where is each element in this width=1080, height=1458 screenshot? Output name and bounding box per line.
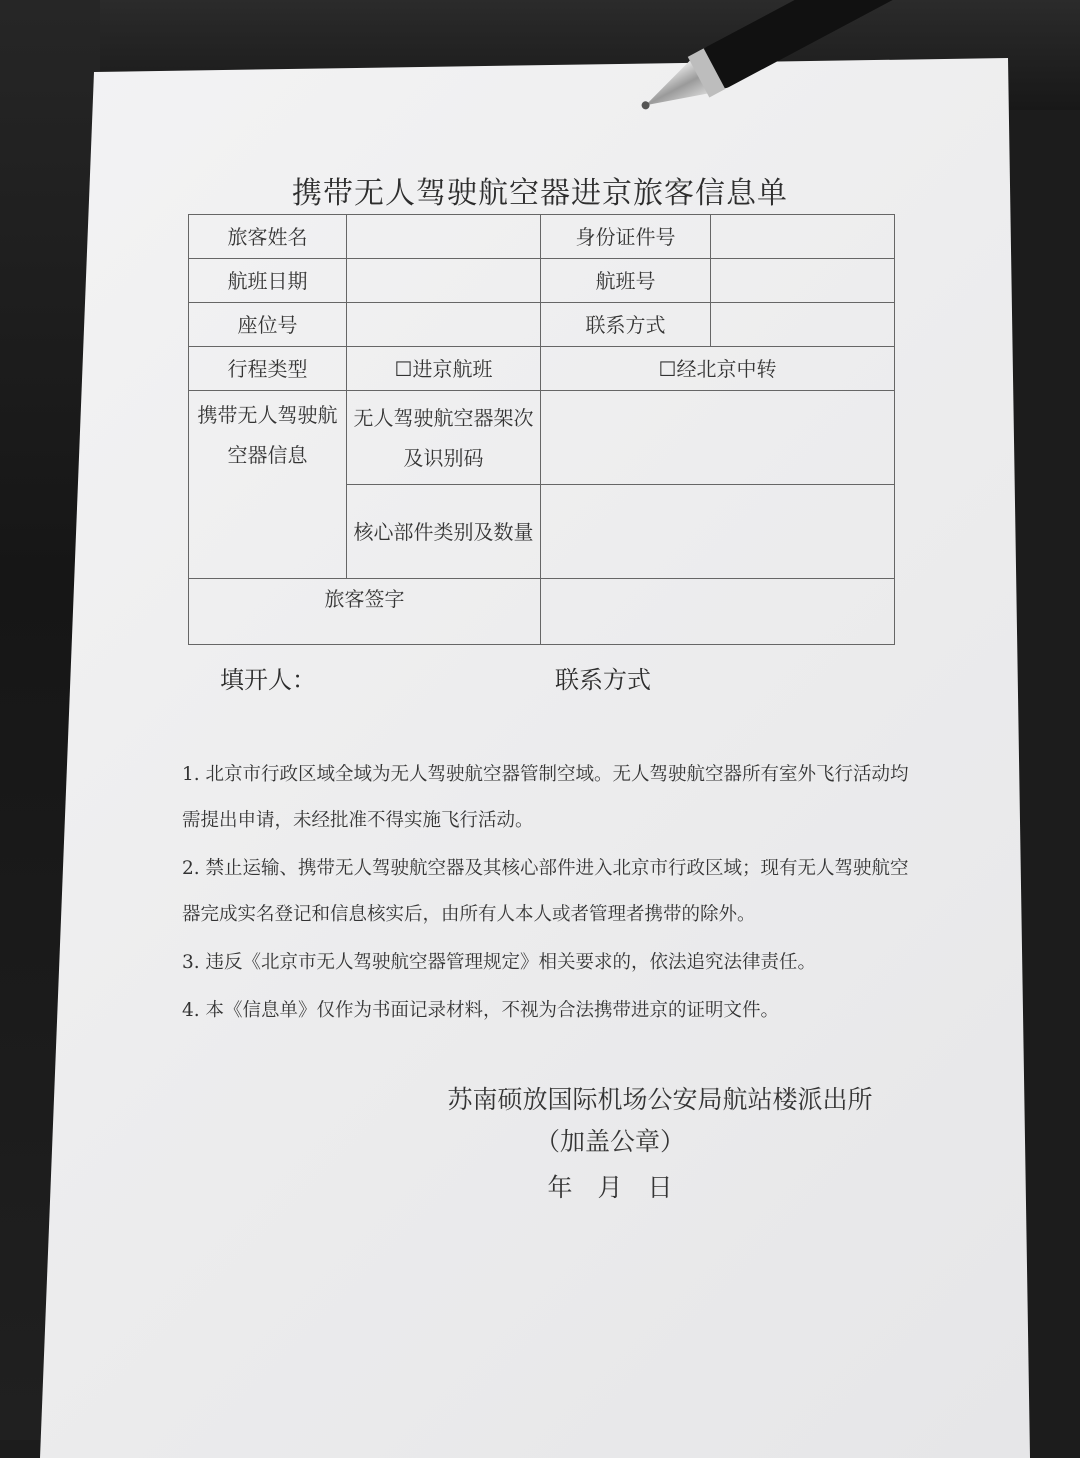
drone-info-label: 携带无人驾驶航空器信息 <box>189 391 347 579</box>
seat-number-label: 座位号 <box>189 303 347 347</box>
trip-option-transfer[interactable]: ☐经北京中转 <box>541 347 895 391</box>
flight-date-field[interactable] <box>347 259 541 303</box>
note-item: 3. 违反《北京市无人驾驶航空器管理规定》相关要求的，依法追究法律责任。 <box>182 952 817 973</box>
contact-label: 联系方式 <box>541 303 711 347</box>
note-item: 2. 禁止运输、携带无人驾驶航空器及其核心部件进入北京市行政区域；现有无人驾驶航空器完成实名登记和信息核实后，由所有人本人或者管理者携带的除外。 <box>182 858 909 925</box>
date-line: 年 月 日 <box>547 1173 673 1202</box>
id-number-field[interactable] <box>711 215 895 259</box>
flight-date-label: 航班日期 <box>189 259 347 303</box>
signature-field[interactable] <box>541 579 895 645</box>
passenger-info-table <box>188 214 895 645</box>
note-item: 1. 北京市行政区域全域为无人驾驶航空器管制空域。无人驾驶航空器所有室外飞行活动均需提出申请，未经批准不得实施飞行活动。 <box>182 764 909 831</box>
filler-label: 填开人： <box>220 666 316 694</box>
issuer-name: 苏南硕放国际机场公安局航站楼派出所 <box>447 1085 873 1114</box>
filler-contact-label: 联系方式 <box>555 666 651 694</box>
seat-number-field[interactable] <box>347 303 541 347</box>
flight-number-label: 航班号 <box>541 259 711 303</box>
stamp-note: （加盖公章） <box>534 1127 685 1156</box>
core-parts-field[interactable] <box>541 485 895 579</box>
trip-type-label: 行程类型 <box>189 347 347 391</box>
passenger-name-label: 旅客姓名 <box>189 215 347 259</box>
drone-count-id-field[interactable] <box>541 391 895 485</box>
passenger-name-field[interactable] <box>347 215 541 259</box>
pen-icon <box>625 0 1080 120</box>
trip-option-beijing[interactable]: ☐进京航班 <box>347 347 541 391</box>
signature-label: 旅客签字 <box>189 579 541 645</box>
note-item: 4. 本《信息单》仅作为书面记录材料，不视为合法携带进京的证明文件。 <box>182 1000 780 1021</box>
core-parts-label: 核心部件类别及数量 <box>347 485 541 579</box>
form-title: 携带无人驾驶航空器进京旅客信息单 <box>292 176 788 211</box>
flight-number-field[interactable] <box>711 259 895 303</box>
drone-count-id-label: 无人驾驶航空器架次及识别码 <box>347 391 541 485</box>
notes-list <box>182 752 912 1036</box>
id-number-label: 身份证件号 <box>541 215 711 259</box>
contact-field[interactable] <box>711 303 895 347</box>
